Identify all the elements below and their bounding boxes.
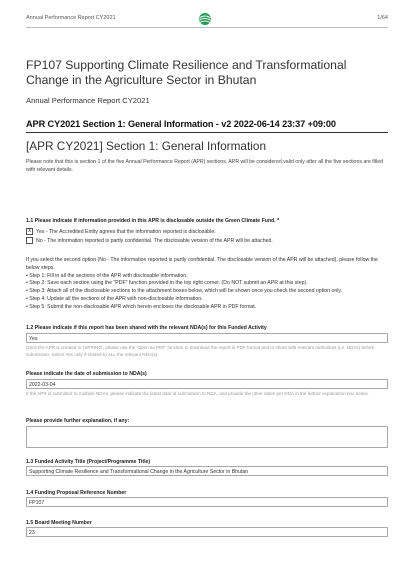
- question-1-1-label: 1.1 Please indicate if information provided in this APR is disclosable outside the Green Climate Fund. *: [26, 218, 280, 224]
- explanation-field[interactable]: [26, 426, 388, 448]
- option-no-label: No - The information reported is partly confidential. The disclosable version of the APR will be attached.: [36, 237, 273, 244]
- question-1-2-label: 1.2 Please indicate if this report has been shared with the relevant NDA(s) for this Funded Activity: [26, 325, 267, 331]
- nda-shared-help: Once the APR is created in 'iSPRING', please use the 'Open as PDF' function to download the report in PDF format and to share with relevant authorities (i.e. NDAs) before submission. Select Yes only if shared to ALL the relevant NDA(s).: [26, 345, 375, 357]
- question-1-3-label: 1.3 Funded Activity Title (Project/Programme Title): [26, 459, 151, 465]
- instruction-line: • Step 5: Submit the non-disclosable APR which herein encloses the disclosable APR in PDF format.: [26, 303, 257, 310]
- header-divider: [26, 27, 388, 28]
- option-yes[interactable]: [26, 228, 216, 235]
- instruction-line: • Step 2: Save each section using the "PDF" function provided in the top right corner. (Do NOT submit an APR at this step).: [26, 280, 308, 287]
- section-heading: APR CY2021 Section 1: General Information - v2 2022-06-14 23:37 +09:00: [26, 119, 336, 129]
- gcf-logo-icon: [196, 12, 214, 26]
- option-yes-label: Yes - The Accredited Entity agrees that the information reported is disclosable.: [36, 228, 216, 235]
- submission-date-label: Please indicate the date of submission to NDA(s): [26, 371, 147, 377]
- running-header-title: Annual Performance Report CY2021: [26, 15, 116, 21]
- checkbox-checked[interactable]: X: [27, 228, 32, 234]
- submission-date-field[interactable]: 2022-03-04: [26, 379, 388, 389]
- checkbox-unchecked[interactable]: [26, 237, 33, 244]
- document-title: FP107 Supporting Climate Resilience and Transformational Change in the Agriculture Sector in Bhutan: [26, 58, 347, 87]
- section-divider: [26, 132, 388, 133]
- instruction-line: • Step 3: Attach all of the disclosable sections to the attachment boxes below, which will be shown once you check the second option only.: [26, 288, 343, 295]
- nda-shared-field[interactable]: Yes: [26, 333, 388, 343]
- board-meeting-number-field[interactable]: 23: [26, 527, 388, 537]
- option-no[interactable]: [26, 237, 273, 244]
- section-title: [APR CY2021] Section 1: General Information: [26, 139, 266, 153]
- instruction-line: If you select the second option (No - The information reported is partly confidential. The disclosable version of the APR will be attached), please follow the below steps.: [26, 257, 378, 271]
- question-1-4-label: 1.4 Funding Proposal Reference Number: [26, 490, 127, 496]
- instruction-line: • Step 4: Update all the sections of the APR with non-disclosable information.: [26, 295, 203, 302]
- page-number: 1/64: [377, 15, 388, 21]
- document-subtitle: Annual Performance Report CY2021: [26, 96, 150, 105]
- explanation-label: Please provide further explanation, if any:: [26, 418, 130, 424]
- funding-proposal-ref-field[interactable]: FP107: [26, 497, 388, 507]
- instruction-line: • Step 1: Fill in all the sections of the APR with disclosable information.: [26, 272, 188, 279]
- submission-date-help: If the APR is submitted to multiple NDAs, please indicate the latest date of submission to NDA, and provide the other dates per NDA in the further explanation box below.: [26, 391, 369, 396]
- instructions: [26, 257, 388, 312]
- question-1-5-label: 1.5 Board Meeting Number: [26, 520, 92, 526]
- funded-activity-title-field[interactable]: Supporting Climate Resilience and Transformational Change in the Agriculture Sector in Bhutan: [26, 466, 388, 476]
- intro-text: Please note that this is section 1 of the five Annual Performance Report (APR) sections. APR will be considered valid only after all the five sections are filled with relevant details.: [26, 159, 383, 173]
